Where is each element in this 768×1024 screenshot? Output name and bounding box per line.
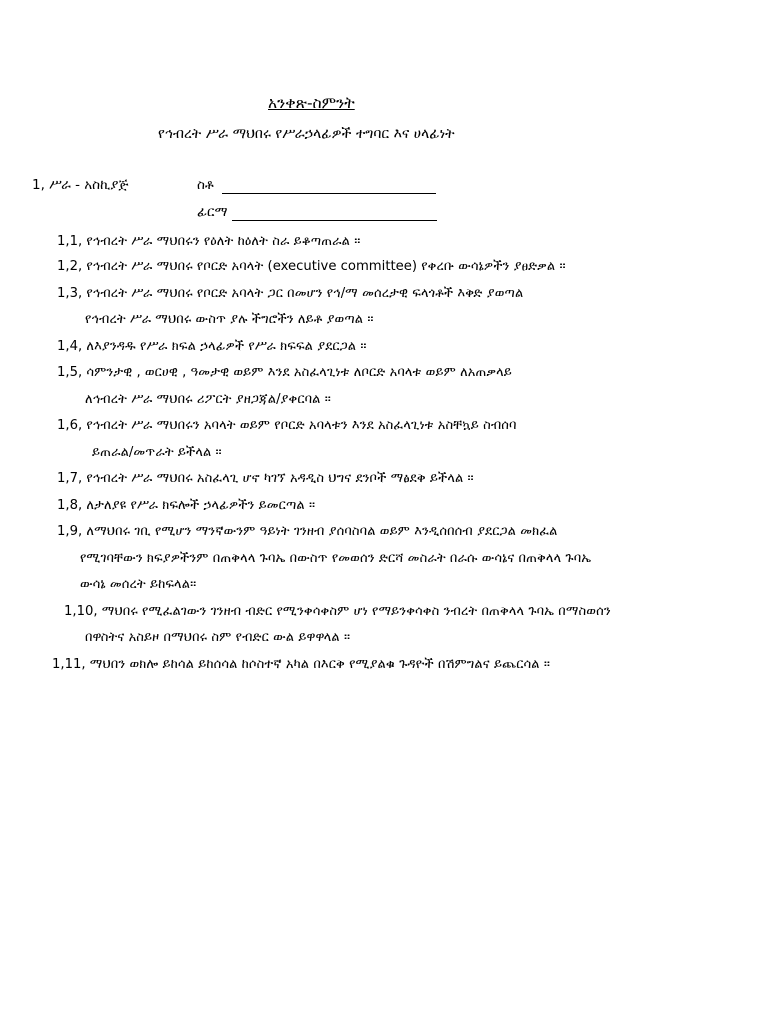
duty-line: 1,2, የኅብረት ሥራ ማህበሩ የቦርድ አባላት (executive committee) የቀረቡ ውሳኔዎችን ያፀድቃል ።: [57, 259, 566, 274]
signature-blank-line: [232, 220, 437, 221]
duty-line: 1,11, ማህበን ወክሎ ይከሳል ይከሰሳል ከሶስተኛ አካል በእርቅ የሚያልቁ ጉዳዮች በሽምግልና ይጨርሳል ።: [52, 657, 550, 672]
duty-line: 1,5, ሳምንታዊ , ወርሀዊ , ዓመታዊ ወይም እንደ አስፈላጊነቱ ለቦርድ አባላቱ ወይም ለአጠቃላይ: [57, 365, 512, 380]
duty-line: 1,10, ማህበሩ የሚፈልገውን ገንዘብ ብድር የሚንቀሳቀስም ሆነ የማይንቀሳቀስ ንብረት በጠቅላላ ጉባኤ በማስወሰን: [64, 604, 611, 619]
signature-label: ፊርማ: [197, 204, 228, 220]
duty-line: 1,7, የኅብረት ሥራ ማህበሩ አስፈላጊ ሆኖ ካገኘ አዳዲስ ህግና ደንቦች ማፅደቅ ይችላል ።: [57, 471, 474, 486]
duty-line: 1,1, የኅብረት ሥራ ማህበሩን የዕለት ከዕለት ስራ ይቆጣጠራል ።: [57, 234, 361, 249]
duty-line: 1,6, የኅብረት ሥራ ማህበሩን አባላት ወይም የቦርድ አባላቱን እንደ አስፈላጊነቱ አስቸኳይ ስብሰባ: [57, 418, 517, 433]
name-label: ስቶ: [197, 177, 214, 193]
duty-line: ውሳኔ መሰረት ይከፍላል።: [80, 577, 197, 592]
duty-line: የሚገባቸውን ክፍያዎችንም በጠቅላላ ጉባኤ በውስጥ የመወሰን ድርሻ መስራት በራሱ ውሳኔና በጠቅላላ ጉባኤ: [80, 551, 592, 566]
duty-line: 1,9, ለማህበሩ ገቢ የሚሆን ማንኛውንም ዓይነት ገንዘብ ያሰባስባል ወይም እንዲሰበሰብ ያደርጋል መክፈል: [57, 524, 558, 539]
document-subtitle: የኅብረት ሥራ ማህበሩ የሥራኃላፊዎች ተግባር እና ሀላፊነት: [158, 126, 455, 142]
duty-line: 1,8, ለታለያዩ የሥራ ክፍሎች ኃላፊዎችን ይመርጣል ።: [57, 498, 316, 513]
duty-line: በዋስትና አስይዞ በማህበሩ ስም የብድር ውል ይዋዋላል ።: [85, 630, 351, 645]
section-heading: 1, ሥራ - አስኪያጅ: [32, 177, 129, 193]
duty-line: ለኅብረት ሥራ ማህበሩ ሪፖርት ያዘጋጃል/ያቀርባል ።: [85, 392, 331, 407]
duty-line: ይጠራል/መጥራት ይችላል ።: [92, 445, 222, 460]
duty-line: የኅብረት ሥራ ማህበሩ ውስጥ ያሉ ችግሮችን ለይቶ ያወጣል ።: [85, 312, 374, 327]
name-blank-line: [222, 193, 436, 194]
duty-line: 1,4, ለእያንዳዱ የሥራ ክፍል ኃላፊዎች የሥራ ክፍፍል ያደርጋል ።: [57, 339, 367, 354]
duty-line: 1,3, የኅብረት ሥራ ማህበሩ የቦርድ አባላት ጋር በመሆን የኅ/ማ መሰረታዊ ፍላጎቶች እቅድ ያወጣል: [57, 286, 524, 301]
document-title: አንቀጽ-ስምንት: [268, 94, 355, 112]
